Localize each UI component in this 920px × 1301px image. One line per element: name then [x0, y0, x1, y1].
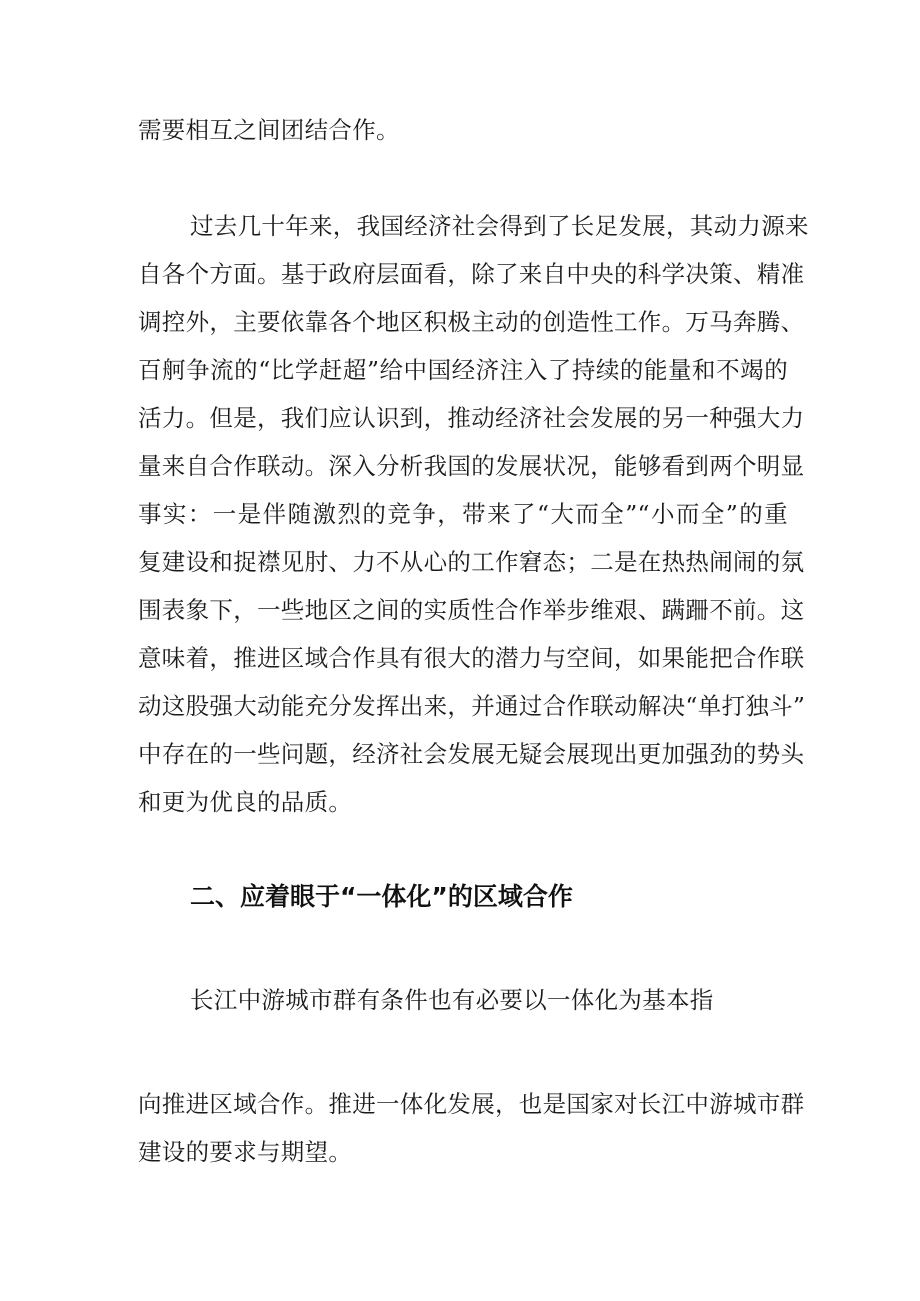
- paragraph-1-line: 量来自合作联动。深入分析我国的发展状况，能够看到两个明显: [138, 452, 805, 480]
- paragraph-1-line: 围表象下，一些地区之间的实质性合作举步维艰、蹒跚不前。这: [138, 596, 805, 624]
- paragraph-1-line: 和更为优良的品质。: [138, 788, 353, 816]
- paragraph-2-line: 建设的要求与期望。: [138, 1138, 353, 1166]
- paragraph-1-line: 自各个方面。基于政府层面看，除了来自中央的科学决策、精准: [138, 260, 805, 288]
- paragraph-intro-line: 需要相互之间团结合作。: [138, 116, 400, 144]
- section-heading: 二、应着眼于“一体化”的区域合作: [190, 882, 573, 911]
- paragraph-1-line: 过去几十年来，我国经济社会得到了长足发展，其动力源来: [190, 212, 809, 240]
- paragraph-1-line: 活力。但是，我们应认识到，推动经济社会发展的另一种强大力: [138, 404, 805, 432]
- paragraph-1-line: 百舸争流的“比学赶超”给中国经济注入了持续的能量和不竭的: [138, 356, 788, 384]
- paragraph-1-line: 事实：一是伴随激烈的竞争，带来了“大而全”“小而全”的重: [138, 500, 788, 528]
- paragraph-1-line: 动这股强大动能充分发挥出来，并通过合作联动解决“单打独斗”: [138, 692, 806, 720]
- paragraph-1-line: 中存在的一些问题，经济社会发展无疑会展现出更加强劲的势头: [138, 740, 805, 768]
- paragraph-2-line: 长江中游城市群有条件也有必要以一体化为基本指: [190, 986, 714, 1014]
- paragraph-1-line: 调控外，主要依靠各个地区积极主动的创造性工作。万马奔腾、: [138, 308, 805, 336]
- paragraph-1-line: 意味着，推进区域合作具有很大的潜力与空间，如果能把合作联: [138, 644, 805, 672]
- paragraph-1-line: 复建设和捉襟见肘、力不从心的工作窘态；二是在热热闹闹的氛: [138, 548, 805, 576]
- paragraph-2-line: 向推进区域合作。推进一体化发展，也是国家对长江中游城市群: [138, 1090, 805, 1118]
